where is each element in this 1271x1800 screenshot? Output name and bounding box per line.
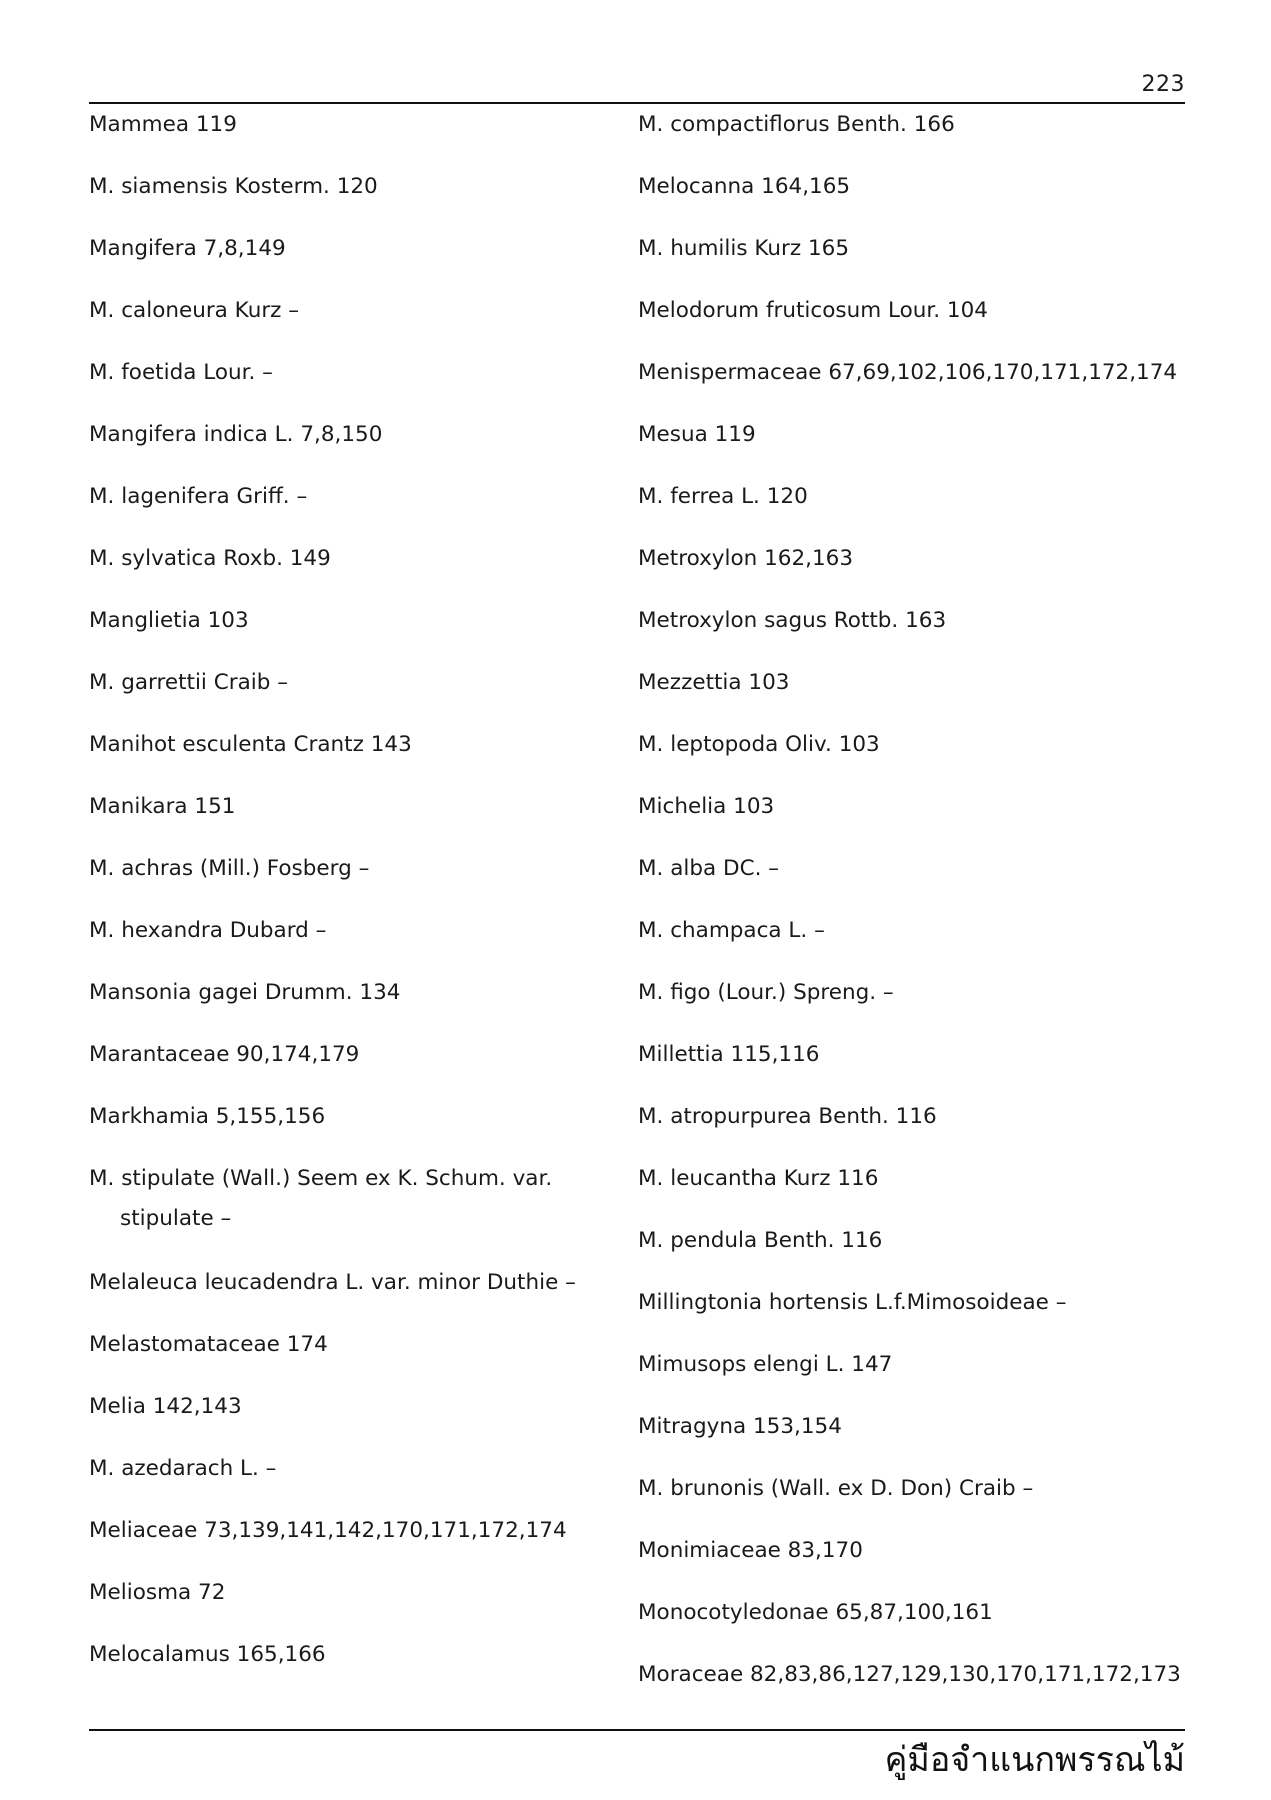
index-entry: M. alba DC. –: [638, 856, 780, 881]
index-entry: Moraceae 82,83,86,127,129,130,170,171,172,173: [638, 1662, 1181, 1687]
index-entry: Millingtonia hortensis L.f.Mimosoideae –: [638, 1290, 1067, 1315]
index-entry: Melastomataceae 174: [89, 1332, 328, 1357]
index-entry: Mammea 119: [89, 112, 237, 137]
index-entry: Mansonia gagei Drumm. 134: [89, 980, 401, 1005]
index-entry: Meliaceae 73,139,141,142,170,171,172,174: [89, 1518, 567, 1543]
index-entry: Monocotyledonae 65,87,100,161: [638, 1600, 993, 1625]
index-entry: M. figo (Lour.) Spreng. –: [638, 980, 894, 1005]
index-entry: M. sylvatica Roxb. 149: [89, 546, 331, 571]
index-entry: M. lagenifera Griff. –: [89, 484, 308, 509]
index-entry: Manikara 151: [89, 794, 236, 819]
index-entry: Metroxylon 162,163: [638, 546, 854, 571]
index-entry: Manglietia 103: [89, 608, 249, 633]
index-entry-multiline: [89, 1164, 589, 1268]
index-entry: Melia 142,143: [89, 1394, 242, 1419]
index-entry: Mangifera 7,8,149: [89, 236, 286, 261]
book-title: คู่มือจำแนกพรรณไม้: [884, 1740, 1185, 1780]
index-entry: M. compactiflorus Benth. 166: [638, 112, 955, 137]
index-entry: Mangifera indica L. 7,8,150: [89, 422, 383, 447]
index-entry: M. leucantha Kurz 116: [638, 1166, 879, 1191]
index-entry: M. garrettii Craib –: [89, 670, 288, 695]
index-entry: M. pendula Benth. 116: [638, 1228, 883, 1253]
index-entry: M. caloneura Kurz –: [89, 298, 300, 323]
index-entry: Meliosma 72: [89, 1580, 226, 1605]
index-entry: M. leptopoda Oliv. 103: [638, 732, 880, 757]
index-column-left: [89, 110, 589, 1702]
index-entry: Mezzettia 103: [638, 670, 790, 695]
index-entry: Melaleuca leucadendra L. var. minor Duthie –: [89, 1270, 576, 1295]
index-entry: M. brunonis (Wall. ex D. Don) Craib –: [638, 1476, 1034, 1501]
index-entry: M. siamensis Kosterm. 120: [89, 174, 378, 199]
index-entry: M. achras (Mill.) Fosberg –: [89, 856, 370, 881]
index-entry: Millettia 115,116: [638, 1042, 820, 1067]
index-entry: Markhamia 5,155,156: [89, 1104, 326, 1129]
index-entry: Melocanna 164,165: [638, 174, 851, 199]
index-entry-line2: stipulate –: [120, 1206, 232, 1231]
index-entry: Mesua 119: [638, 422, 756, 447]
index-entry: Mimusops elengi L. 147: [638, 1352, 893, 1377]
index-entry: Manihot esculenta Crantz 143: [89, 732, 412, 757]
index-entry: Mitragyna 153,154: [638, 1414, 842, 1439]
index-entry: Melodorum fruticosum Lour. 104: [638, 298, 988, 323]
footer-rule: [89, 1729, 1185, 1731]
index-entry: Melocalamus 165,166: [89, 1642, 326, 1667]
index-entry: Michelia 103: [638, 794, 775, 819]
index-entry: M. foetida Lour. –: [89, 360, 273, 385]
index-entry: Metroxylon sagus Rottb. 163: [638, 608, 947, 633]
index-entry: M. hexandra Dubard –: [89, 918, 327, 943]
index-entry: M. ferrea L. 120: [638, 484, 808, 509]
page-number: 223: [1141, 72, 1185, 97]
index-entry: M. humilis Kurz 165: [638, 236, 850, 261]
index-entry: Marantaceae 90,174,179: [89, 1042, 360, 1067]
index-entry: M. azedarach L. –: [89, 1456, 277, 1481]
index-entry: M. atropurpurea Benth. 116: [638, 1104, 937, 1129]
index-entry: Monimiaceae 83,170: [638, 1538, 863, 1563]
index-entry: M. champaca L. –: [638, 918, 825, 943]
index-column-right: [638, 110, 1198, 1722]
index-entry-line1: M. stipulate (Wall.) Seem ex K. Schum. var.: [89, 1166, 553, 1191]
index-entry: Menispermaceae 67,69,102,106,170,171,172,174: [638, 360, 1178, 385]
header-rule: [89, 102, 1185, 104]
